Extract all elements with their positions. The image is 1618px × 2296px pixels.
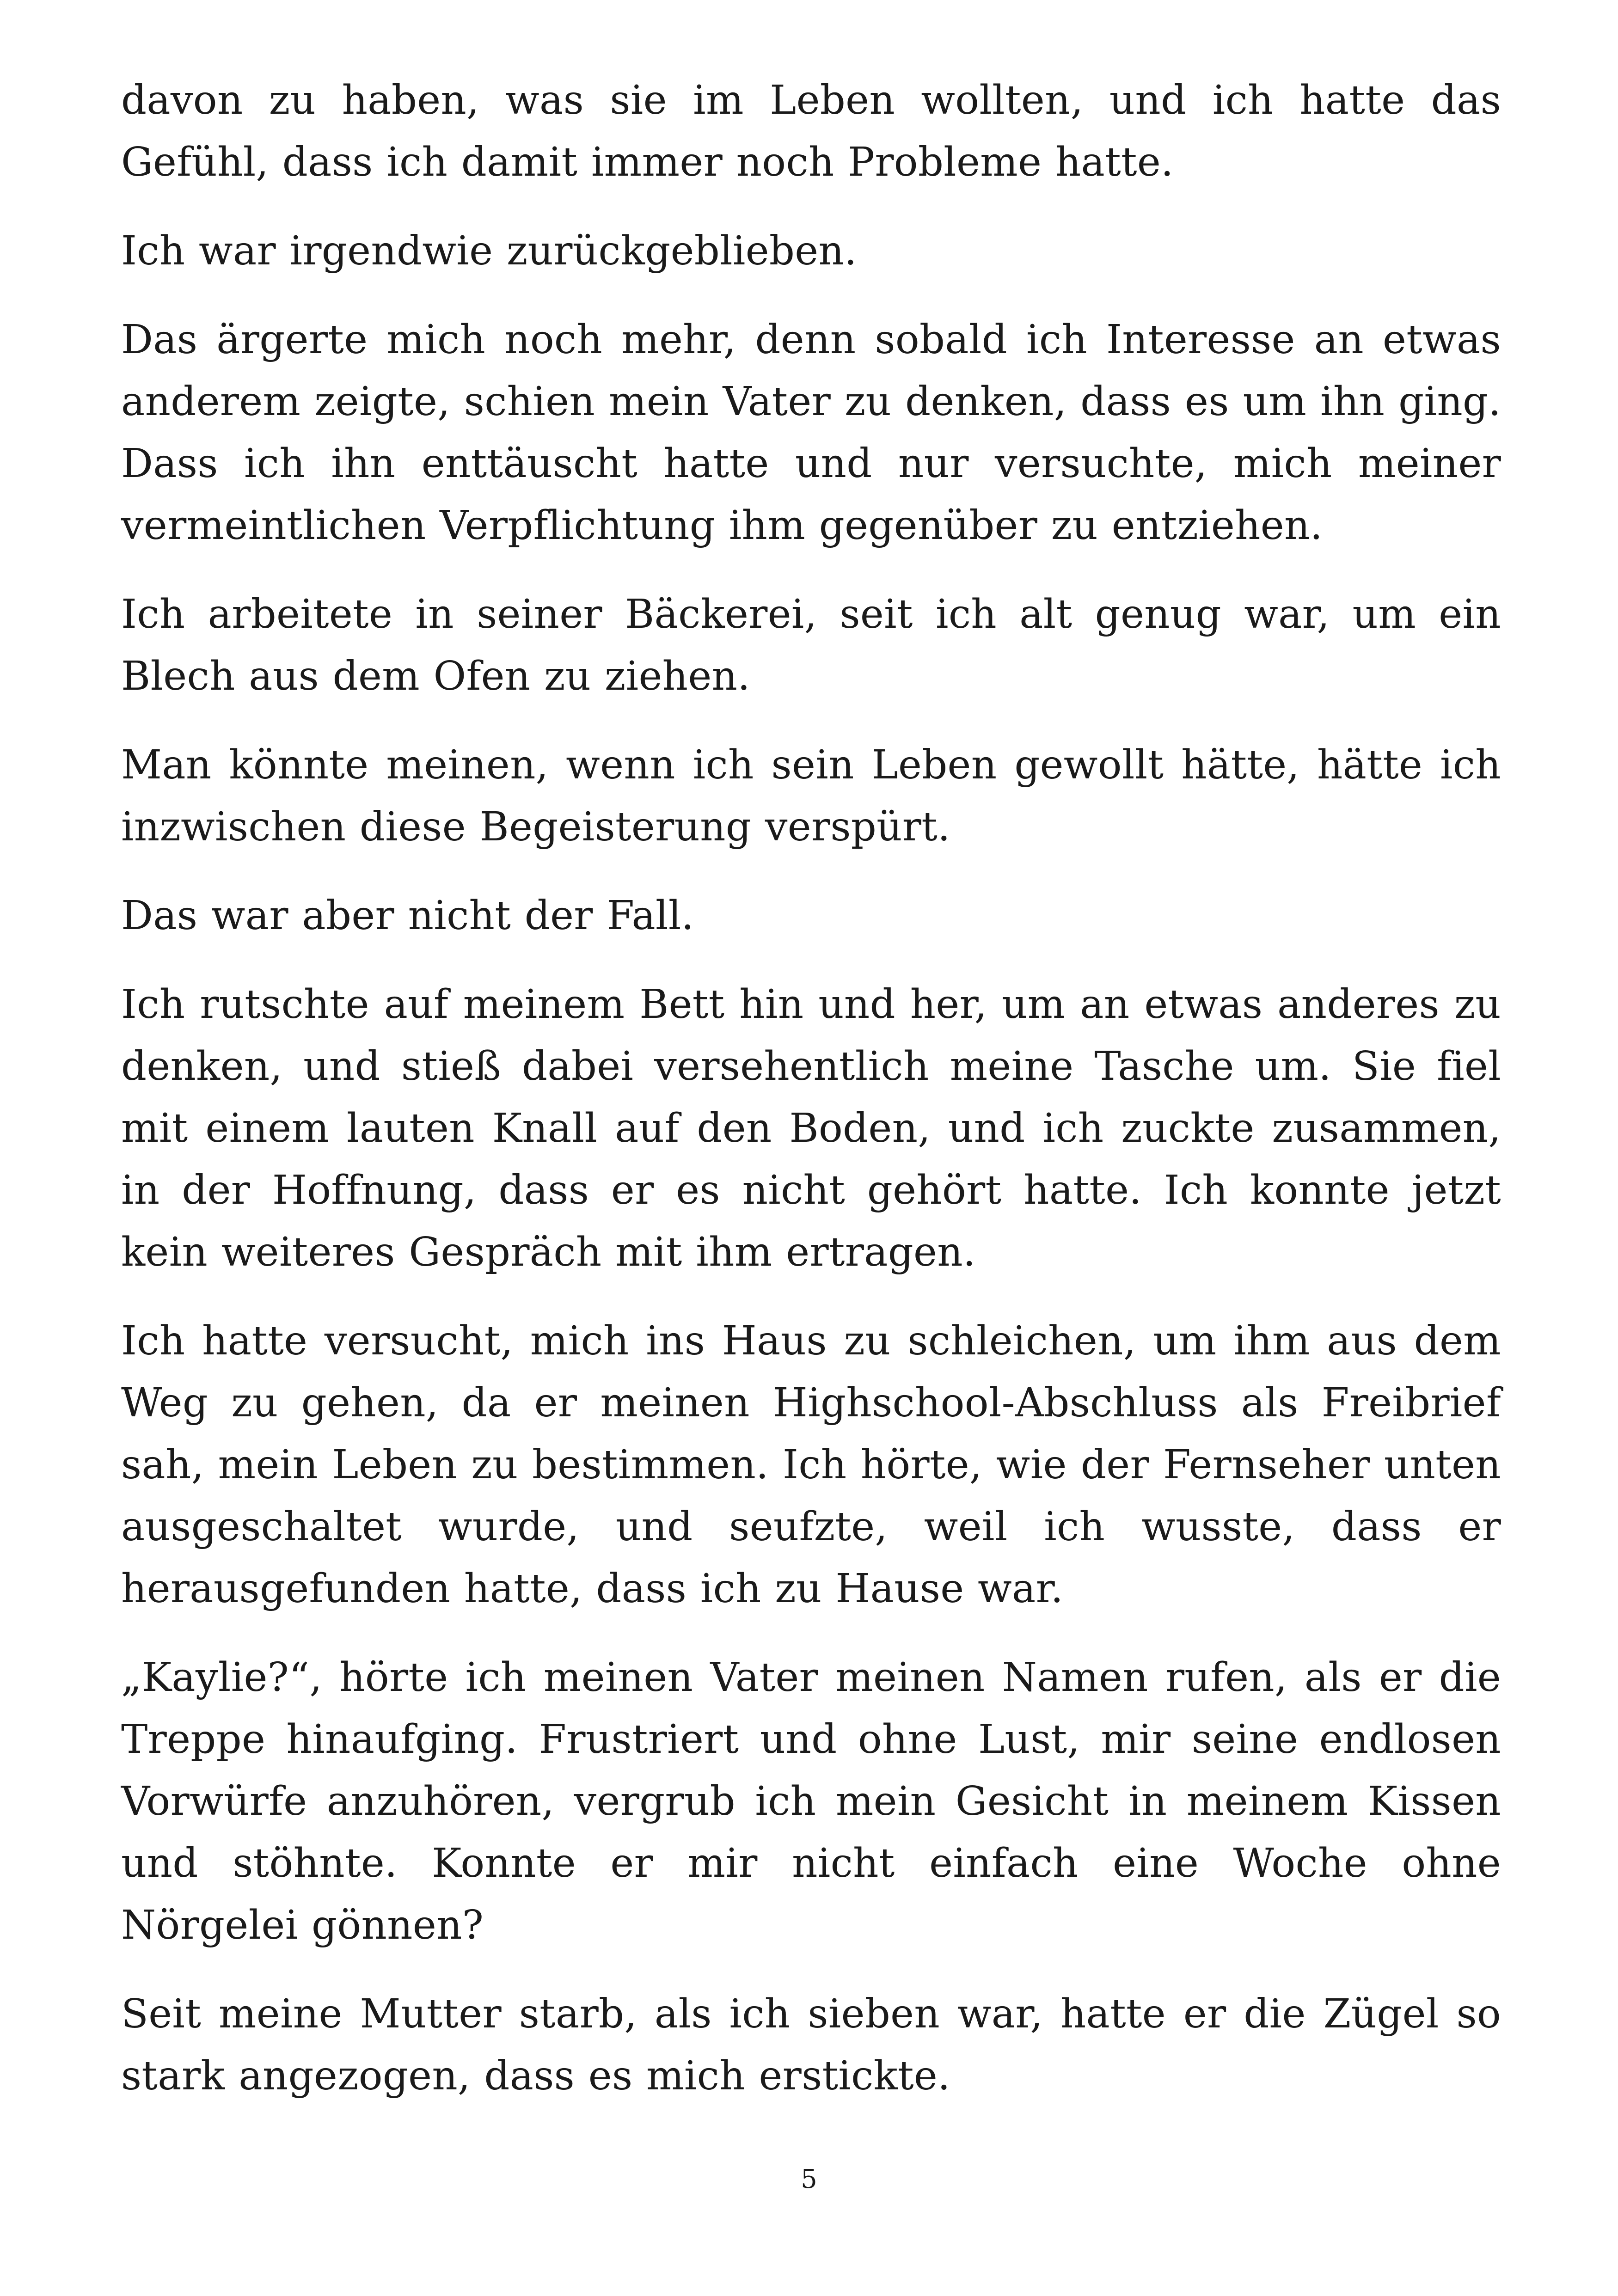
paragraph: Ich war irgendwie zurückgeblieben. [121, 228, 857, 274]
paragraph: Das war aber nicht der Fall. [121, 893, 694, 939]
paragraph: davon zu haben, was sie im Leben wollten, und ich hatte das Gefühl, dass ich damit immer noch Probleme hatte. [121, 77, 1501, 185]
paragraph: „Kaylie?“, hörte ich meinen Vater meinen Namen rufen, als er die Treppe hinaufging. Frustriert und ohne Lust, mir seine endlosen Vorwürfe anzuhören, vergrub ich mein Gesicht in meinem Kissen und stöhnte. Konnte er mir nicht einfach eine Woche ohne Nörgelei gönnen? [121, 1654, 1501, 1948]
paragraph: Man könnte meinen, wenn ich sein Leben gewollt hätte, hätte ich inzwischen diese Begeisterung verspürt. [121, 742, 1501, 850]
paragraph: Das ärgerte mich noch mehr, denn sobald ich Interesse an etwas anderem zeigte, schien mein Vater zu denken, dass es um ihn ging. Dass ich ihn enttäuscht hatte und nur versuchte, mich meiner vermeintlichen Verpflichtung ihm gegenüber zu entziehen. [121, 317, 1501, 549]
paragraph: Ich rutschte auf meinem Bett hin und her, um an etwas anderes zu denken, und stieß dabei versehentlich meine Tasche um. Sie fiel mit einem lauten Knall auf den Boden, und ich zuckte zusammen, in der Hoffnung, dass er es nicht gehört hatte. Ich konnte jetzt kein weiteres Gespräch mit ihm ertragen. [121, 981, 1501, 1275]
body-text [121, 69, 1501, 2134]
paragraph: Ich arbeitete in seiner Bäckerei, seit ich alt genug war, um ein Blech aus dem Ofen zu ziehen. [121, 591, 1501, 699]
paragraph: Ich hatte versucht, mich ins Haus zu schleichen, um ihm aus dem Weg zu gehen, da er meinen Highschool-Abschluss als Freibrief sah, mein Leben zu bestimmen. Ich hörte, wie der Fernseher unten ausgeschaltet wurde, und seufzte, weil ich wusste, dass er herausgefunden hatte, dass ich zu Hause war. [121, 1318, 1501, 1612]
paragraph: Seit meine Mutter starb, als ich sieben war, hatte er die Zügel so stark angezogen, dass es mich erstickte. [121, 1991, 1501, 2099]
page-number: 5 [801, 2164, 817, 2194]
